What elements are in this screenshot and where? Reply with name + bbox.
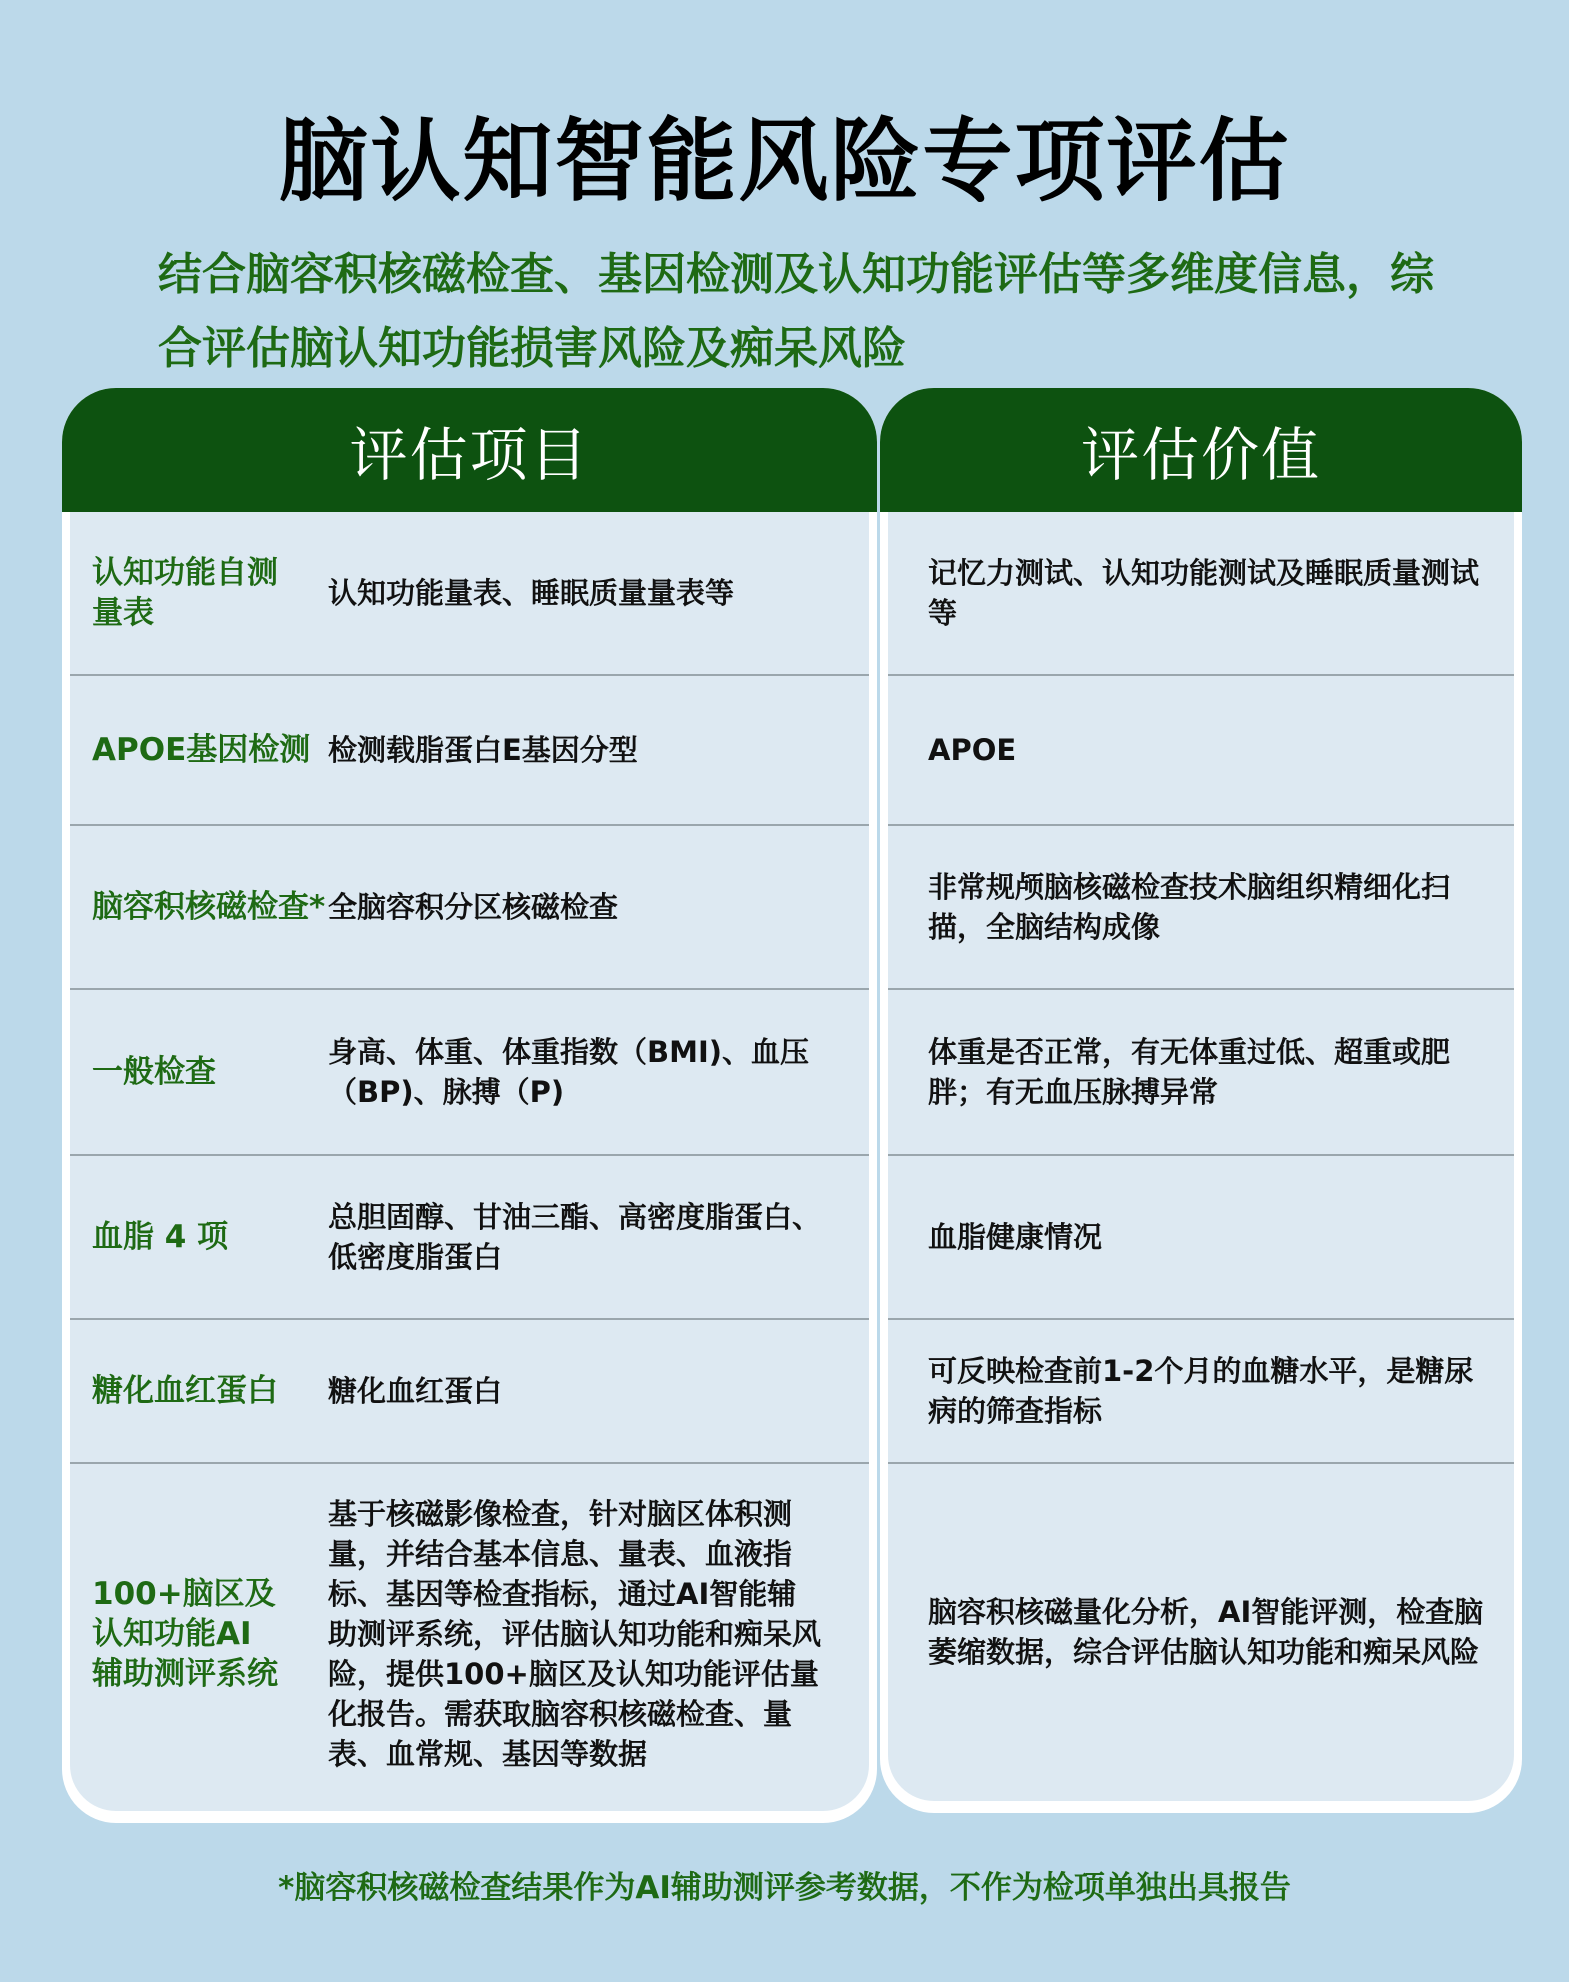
assessment-items-card [62, 388, 877, 1823]
item-name: 糖化血红蛋白 [92, 1373, 278, 1409]
table-row [888, 512, 1514, 676]
item-name: 一般检查 [92, 1054, 216, 1090]
page-title: 脑认知智能风险专项评估 [278, 109, 1291, 214]
table-row [70, 676, 869, 826]
item-value: 体重是否正常，有无体重过低、超重或肥胖；有无血压脉搏异常 [928, 1035, 1451, 1109]
item-desc: 全脑容积分区核磁检查 [328, 890, 619, 924]
table-row [888, 1464, 1514, 1800]
table-row [70, 1464, 869, 1804]
item-name: 脑容积核磁检查* [92, 889, 326, 925]
item-value: 血脂健康情况 [928, 1220, 1103, 1254]
table-row [888, 826, 1514, 990]
table-row [888, 1320, 1514, 1464]
table-row [70, 826, 869, 990]
assessment-items-body [70, 512, 869, 1811]
item-name: 100+脑区及认知功能AI辅助测评系统 [92, 1576, 278, 1692]
table-row [888, 1156, 1514, 1320]
footnote: *脑容积核磁检查结果作为AI辅助测评参考数据，不作为检项单独出具报告 [278, 1870, 1291, 1906]
right-column-header: 评估价值 [880, 388, 1522, 512]
item-desc: 基于核磁影像检查，针对脑区体积测量，并结合基本信息、量表、血液指标、基因等检查指标，通过AI智能辅助测评系统，评估脑认知功能和痴呆风险，提供100+脑区及认知功能评估量化报告。需获取脑容积核磁检查、量表、血常规、基因等数据 [328, 1497, 822, 1771]
item-desc: 身高、体重、体重指数（BMI)、血压（BP)、脉搏（P) [328, 1035, 810, 1109]
item-value: 记忆力测试、认知功能测试及睡眠质量测试等 [928, 556, 1480, 630]
item-name: 血脂 4 项 [92, 1219, 229, 1255]
item-desc: 总胆固醇、甘油三酯、高密度脂蛋白、低密度脂蛋白 [328, 1200, 822, 1274]
table-row [70, 1156, 869, 1320]
item-value: 非常规颅脑核磁检查技术脑组织精细化扫描，全脑结构成像 [928, 870, 1451, 944]
item-value: 可反映检查前1-2个月的血糖水平，是糖尿病的筛查指标 [928, 1354, 1474, 1428]
left-column-header: 评估项目 [62, 388, 877, 512]
table-row [70, 512, 869, 676]
item-value: 脑容积核磁量化分析，AI智能评测，检查脑萎缩数据，综合评估脑认知功能和痴呆风险 [928, 1595, 1484, 1669]
item-name: 认知功能自测量表 [92, 555, 278, 631]
table-row [70, 1320, 869, 1464]
item-desc: 糖化血红蛋白 [328, 1374, 503, 1408]
item-desc: 认知功能量表、睡眠质量量表等 [328, 576, 735, 610]
assessment-value-body [888, 512, 1514, 1801]
table-row [888, 990, 1514, 1156]
item-value: APOE [928, 733, 1017, 767]
page-subtitle: 结合脑容积核磁检查、基因检测及认知功能评估等多维度信息，综合评估脑认知功能损害风险及痴呆风险 [158, 249, 1434, 374]
table-row [70, 990, 869, 1156]
assessment-value-card [880, 388, 1522, 1813]
item-desc: 检测载脂蛋白E基因分型 [328, 733, 638, 767]
table-row [888, 676, 1514, 826]
item-name: APOE基因检测 [92, 732, 311, 768]
